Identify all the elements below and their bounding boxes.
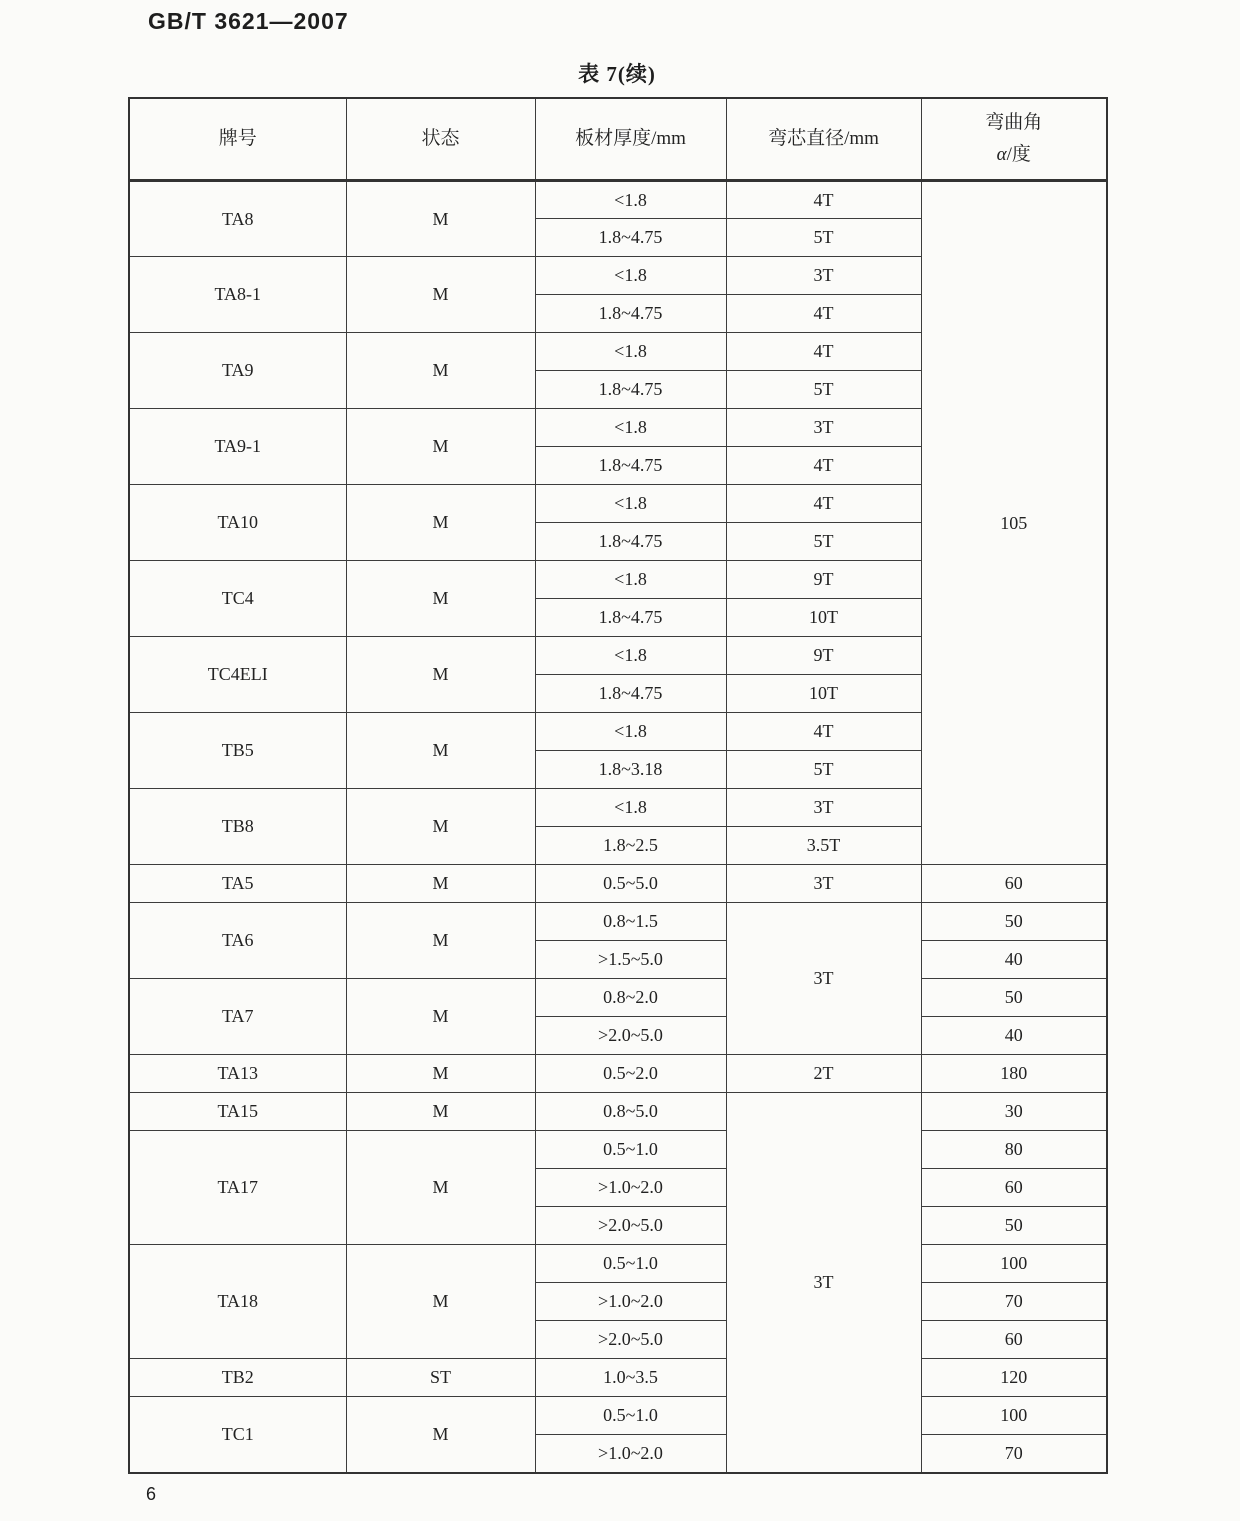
table-cell: 10T [726,599,921,637]
table-cell: >1.5~5.0 [535,941,726,979]
bend-test-table [128,97,1108,1474]
table-cell: 0.8~5.0 [535,1093,726,1131]
header-bend-angle-suffix: /度 [1006,144,1031,165]
table-cell: 4T [726,333,921,371]
table-cell: 3T [726,257,921,295]
table-cell: 50 [921,1207,1107,1245]
table-cell: >2.0~5.0 [535,1321,726,1359]
table-cell: 60 [921,1321,1107,1359]
table-row [129,1093,1107,1131]
table-cell: <1.8 [535,485,726,523]
table-cell: 0.8~2.0 [535,979,726,1017]
table-cell: 3T [726,903,921,1055]
table-cell: >1.0~2.0 [535,1435,726,1473]
table-cell: TA8 [129,181,346,257]
table-cell: M [346,789,535,865]
table-cell: 100 [921,1397,1107,1435]
table-cell: TA8-1 [129,257,346,333]
table-cell: 5T [726,523,921,561]
table-row [129,1245,1107,1283]
table-cell: 1.8~4.75 [535,599,726,637]
table-row [129,903,1107,941]
table-cell: 2T [726,1055,921,1093]
table-cell: 3T [726,409,921,447]
table-cell: 1.8~3.18 [535,751,726,789]
table-cell: <1.8 [535,561,726,599]
table-cell: TB5 [129,713,346,789]
table-cell: 1.8~4.75 [535,295,726,333]
table-row [129,181,1107,219]
table-cell: 5T [726,371,921,409]
table-row [129,865,1107,903]
table-cell: M [346,409,535,485]
table-cell: 1.8~4.75 [535,675,726,713]
table-cell: TC4ELI [129,637,346,713]
table-cell: 1.8~4.75 [535,219,726,257]
table-cell: 100 [921,1245,1107,1283]
table-cell: TA6 [129,903,346,979]
table-cell: 10T [726,675,921,713]
table-cell: 3.5T [726,827,921,865]
table-cell: M [346,1131,535,1245]
doc-number: GB/T 3621—2007 [148,8,349,34]
table-body [129,181,1107,1473]
table-cell: TA9 [129,333,346,409]
table-cell: 3T [726,865,921,903]
table-cell: >2.0~5.0 [535,1207,726,1245]
table-cell: <1.8 [535,713,726,751]
table-cell: >2.0~5.0 [535,1017,726,1055]
table-cell: 70 [921,1283,1107,1321]
table-cell: 40 [921,941,1107,979]
table-cell: 3T [726,1093,921,1473]
header-grade: 牌号 [129,98,346,181]
table-cell: 30 [921,1093,1107,1131]
table-cell: M [346,1093,535,1131]
table-cell: 70 [921,1435,1107,1473]
table-cell: M [346,865,535,903]
table-cell: <1.8 [535,181,726,219]
table-cell: M [346,1245,535,1359]
table-cell: 0.5~1.0 [535,1245,726,1283]
table-cell: 5T [726,219,921,257]
table-cell: >1.0~2.0 [535,1283,726,1321]
table-cell: M [346,903,535,979]
table-cell: 4T [726,485,921,523]
table-cell: 0.5~1.0 [535,1397,726,1435]
table-cell: 1.8~4.75 [535,523,726,561]
table-cell: 1.8~4.75 [535,447,726,485]
table-cell: <1.8 [535,409,726,447]
table-cell: 1.0~3.5 [535,1359,726,1397]
table-cell: M [346,257,535,333]
table-cell: 0.5~1.0 [535,1131,726,1169]
header-state: 状态 [346,98,535,181]
table-cell: 1.8~4.75 [535,371,726,409]
table-cell: M [346,1397,535,1473]
table-cell: M [346,979,535,1055]
table-cell: >1.0~2.0 [535,1169,726,1207]
table-cell: TB8 [129,789,346,865]
table-cell: M [346,333,535,409]
header-thickness: 板材厚度/mm [535,98,726,181]
table-cell: 9T [726,637,921,675]
table-cell: M [346,713,535,789]
table-cell: <1.8 [535,789,726,827]
table-cell: TA15 [129,1093,346,1131]
table-cell: 0.5~5.0 [535,865,726,903]
table-cell: M [346,561,535,637]
table-row [129,1359,1107,1397]
table-cell: 5T [726,751,921,789]
table-cell: 60 [921,865,1107,903]
table-cell: 60 [921,1169,1107,1207]
table-header-row [129,98,1107,181]
header-bend-angle-line1: 弯曲角 [985,111,1043,133]
table-cell: ST [346,1359,535,1397]
table-cell: 180 [921,1055,1107,1093]
page-number: 6 [146,1484,157,1504]
table-row [129,1397,1107,1435]
table-cell: TC4 [129,561,346,637]
table-cell: TA18 [129,1245,346,1359]
table-cell: TA17 [129,1131,346,1245]
table-cell: M [346,1055,535,1093]
table-cell: 80 [921,1131,1107,1169]
table-cell: TB2 [129,1359,346,1397]
table-row [129,1055,1107,1093]
table-cell: <1.8 [535,637,726,675]
alpha-symbol: α [996,144,1007,165]
table-row [129,979,1107,1017]
table-cell: M [346,485,535,561]
table-cell: 50 [921,903,1107,941]
table-cell: M [346,637,535,713]
table-header [129,98,1107,181]
table-cell: 4T [726,181,921,219]
table-row [129,1131,1107,1169]
table-cell: TA9-1 [129,409,346,485]
table-cell: 40 [921,1017,1107,1055]
table-cell: 50 [921,979,1107,1017]
table-cell: 3T [726,789,921,827]
table-cell: 9T [726,561,921,599]
table-cell: 4T [726,447,921,485]
table-cell: 0.5~2.0 [535,1055,726,1093]
table-title: 表 7(续) [578,62,656,86]
header-bend-angle-line2 [922,139,1107,171]
header-bend-angle [921,98,1107,181]
table-cell: 4T [726,295,921,333]
table-cell: TA13 [129,1055,346,1093]
table-cell: TA5 [129,865,346,903]
table-cell: M [346,181,535,257]
table-cell: TA10 [129,485,346,561]
table-cell: 4T [726,713,921,751]
table-cell: 105 [921,181,1107,865]
table-cell: <1.8 [535,257,726,295]
table-cell: TA7 [129,979,346,1055]
table-cell: TC1 [129,1397,346,1473]
table-cell: 120 [921,1359,1107,1397]
table-cell: <1.8 [535,333,726,371]
table-cell: 1.8~2.5 [535,827,726,865]
table-cell: 0.8~1.5 [535,903,726,941]
header-bend-core-diameter: 弯芯直径/mm [726,98,921,181]
